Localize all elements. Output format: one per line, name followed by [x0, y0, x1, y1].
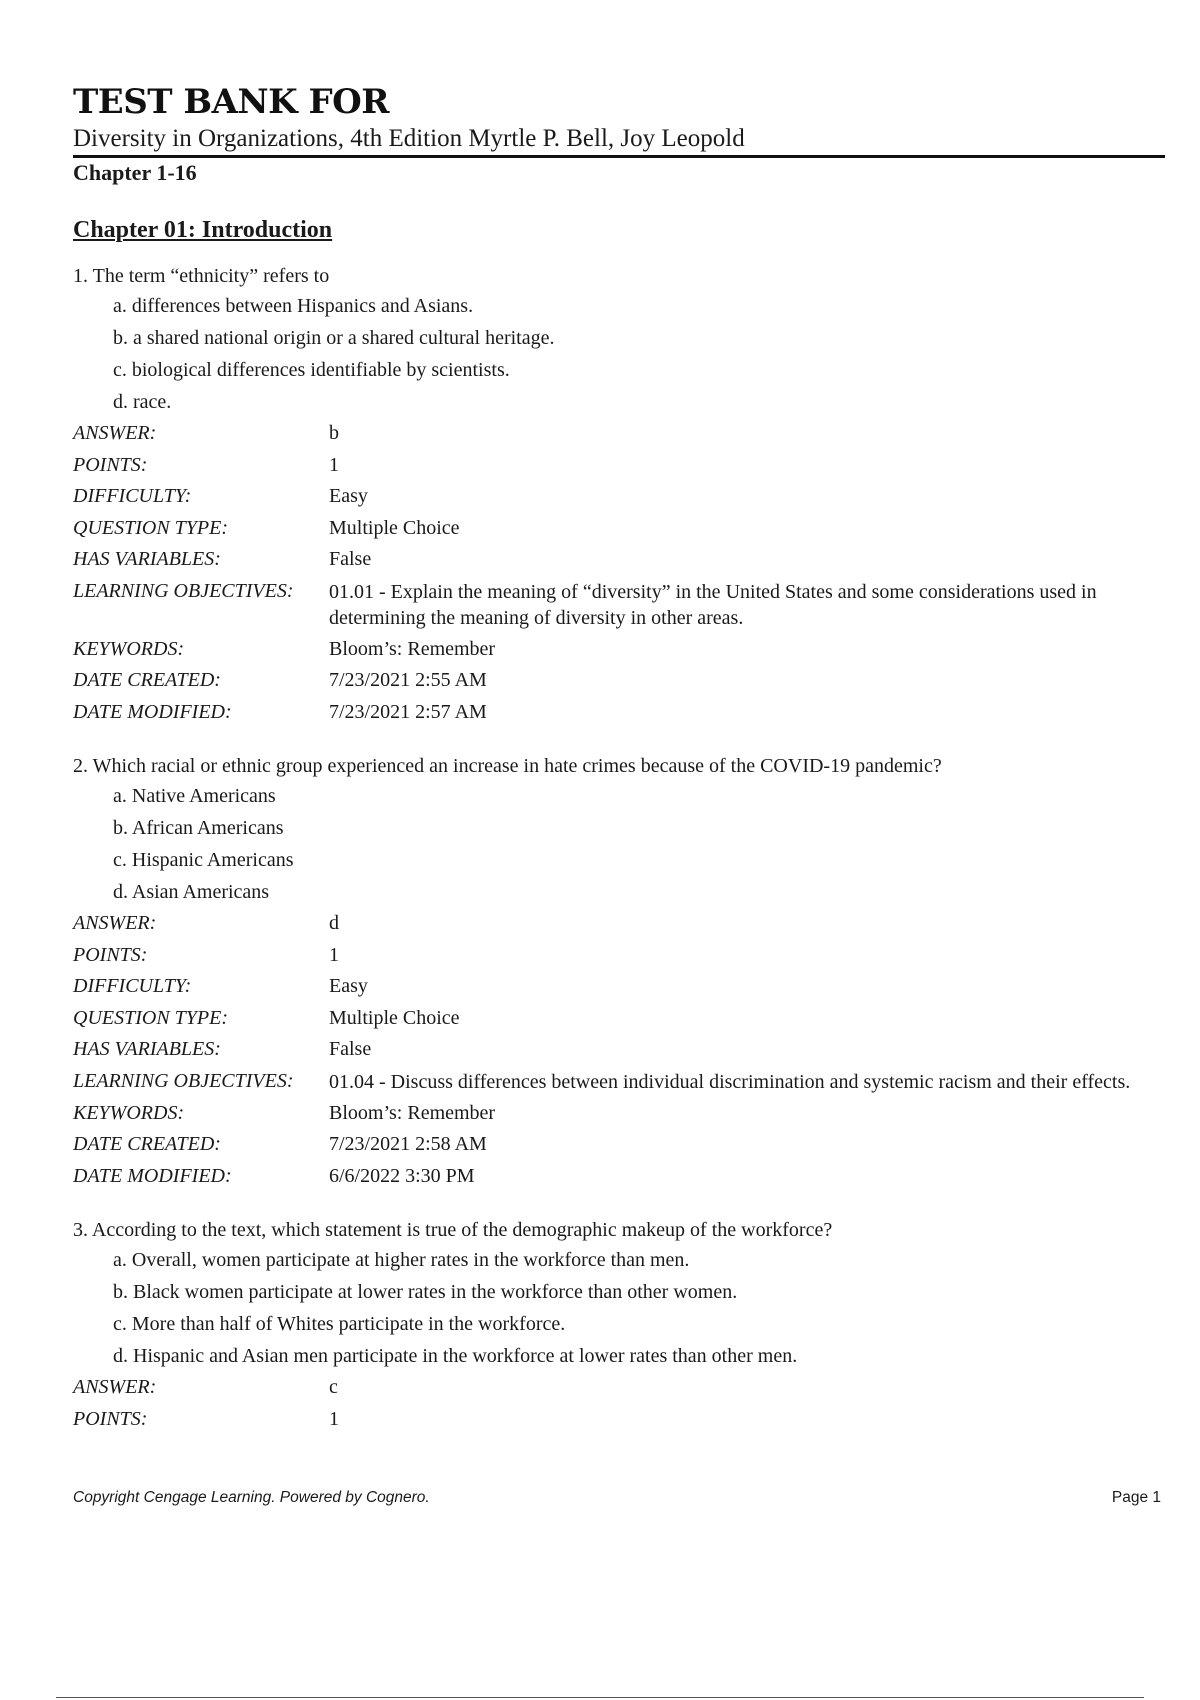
chapter-heading: Chapter 01: Introduction: [73, 217, 333, 243]
meta-row-question-type: [73, 1003, 1165, 1035]
meta-row-difficulty: [73, 971, 1165, 1003]
copyright-notice: Copyright Cengage Learning. Powered by Cognero.: [73, 1489, 430, 1506]
question-metadata: [73, 418, 1165, 728]
question-type-label: QUESTION TYPE:: [73, 1006, 229, 1029]
meta-row-difficulty: [73, 481, 1165, 513]
points-label: POINTS:: [73, 943, 148, 966]
question-metadata: [73, 1372, 1165, 1435]
has-variables-value: False: [329, 548, 372, 570]
meta-row-keywords: [73, 634, 1165, 666]
document-page: [73, 82, 1165, 1459]
option-a: a. Native Americans: [113, 785, 276, 807]
meta-row-answer: [73, 908, 1165, 940]
answer-value: d: [329, 912, 339, 934]
option-d: d. race.: [113, 391, 172, 413]
option-d: d. Asian Americans: [113, 881, 270, 903]
question-metadata: [73, 908, 1165, 1192]
question-2: [73, 752, 1165, 1192]
keywords-label: KEYWORDS:: [73, 637, 185, 660]
answer-value: c: [329, 1376, 338, 1398]
answer-label: ANSWER:: [73, 422, 157, 444]
doc-subtitle: Diversity in Organizations, 4th Edition Myrtle P. Bell, Joy Leopold: [73, 125, 745, 152]
date-created-label: DATE CREATED:: [73, 1133, 221, 1155]
question-type-value: Multiple Choice: [329, 1006, 460, 1029]
answer-label: ANSWER:: [73, 912, 157, 934]
question-stem: 2. Which racial or ethnic group experienced an increase in hate crimes because of the COVID-19 pandemic?: [73, 755, 942, 777]
option-c: c. More than half of Whites participate in the workforce.: [113, 1313, 566, 1335]
meta-row-date-modified: [73, 697, 1165, 729]
difficulty-value: Easy: [329, 485, 368, 507]
question-1: [73, 262, 1165, 728]
question-3: [73, 1216, 1165, 1435]
question-stem: 3. According to the text, which statement is true of the demographic makeup of the workforce?: [73, 1219, 833, 1241]
meta-row-question-type: [73, 513, 1165, 545]
keywords-value: Bloom’s: Remember: [329, 1101, 496, 1124]
answer-options: [73, 290, 1165, 418]
option-a: a. differences between Hispanics and Asians.: [113, 295, 474, 317]
option-a: a. Overall, women participate at higher rates in the workforce than men.: [113, 1249, 690, 1271]
answer-options: [73, 1244, 1165, 1372]
date-modified-label: DATE MODIFIED:: [73, 700, 232, 723]
option-c: c. Hispanic Americans: [113, 849, 294, 871]
page-footer: [73, 1489, 1161, 1507]
meta-row-has-variables: [73, 1034, 1165, 1066]
keywords-value: Bloom’s: Remember: [329, 637, 496, 660]
points-value: 1: [329, 943, 339, 966]
page-bottom-divider: [56, 1697, 1144, 1698]
points-value: 1: [329, 453, 339, 476]
has-variables-label: HAS VARIABLES:: [73, 548, 221, 570]
date-modified-value: 7/23/2021 2:57 AM: [329, 700, 487, 723]
learning-objectives-value: 01.04 - Discuss differences between individual discrimination and systemic racism and their effects.: [329, 1070, 1131, 1093]
meta-row-date-created: [73, 665, 1165, 697]
date-modified-value: 6/6/2022 3:30 PM: [329, 1164, 475, 1187]
meta-row-points: [73, 450, 1165, 482]
page-number: Page 1: [1111, 1489, 1161, 1506]
difficulty-value: Easy: [329, 975, 368, 997]
learning-objectives-value: 01.01 - Explain the meaning of “diversity” in the United States and some considerations used in determining the meaning of diversity in other areas.: [329, 580, 1097, 629]
points-label: POINTS:: [73, 453, 148, 476]
has-variables-label: HAS VARIABLES:: [73, 1038, 221, 1060]
meta-row-has-variables: [73, 544, 1165, 576]
meta-row-answer: [73, 1372, 1165, 1404]
doc-title: TEST BANK FOR: [73, 82, 390, 122]
option-b: b. Black women participate at lower rates in the workforce than other women.: [113, 1281, 738, 1303]
meta-row-learning-objectives: [73, 576, 1165, 634]
answer-value: b: [329, 422, 339, 444]
keywords-label: KEYWORDS:: [73, 1101, 185, 1124]
title-divider: [73, 155, 1165, 158]
points-value: 1: [329, 1407, 339, 1430]
chapter-range: Chapter 1-16: [73, 160, 197, 185]
option-d: d. Hispanic and Asian men participate in the workforce at lower rates than other men.: [113, 1345, 798, 1367]
meta-row-points: [73, 1404, 1165, 1436]
date-created-value: 7/23/2021 2:58 AM: [329, 1133, 487, 1155]
option-c: c. biological differences identifiable by scientists.: [113, 359, 510, 381]
learning-objectives-label: LEARNING OBJECTIVES:: [73, 579, 294, 602]
option-b: b. African Americans: [113, 817, 284, 839]
answer-label: ANSWER:: [73, 1376, 157, 1398]
meta-row-date-created: [73, 1129, 1165, 1161]
date-created-value: 7/23/2021 2:55 AM: [329, 669, 487, 691]
meta-row-date-modified: [73, 1161, 1165, 1193]
meta-row-keywords: [73, 1098, 1165, 1130]
meta-row-learning-objectives: [73, 1066, 1165, 1098]
meta-row-points: [73, 940, 1165, 972]
question-stem: 1. The term “ethnicity” refers to: [73, 265, 330, 287]
learning-objectives-label: LEARNING OBJECTIVES:: [73, 1069, 294, 1092]
meta-row-answer: [73, 418, 1165, 450]
date-modified-label: DATE MODIFIED:: [73, 1164, 232, 1187]
question-type-value: Multiple Choice: [329, 516, 460, 539]
date-created-label: DATE CREATED:: [73, 669, 221, 691]
question-type-label: QUESTION TYPE:: [73, 516, 229, 539]
has-variables-value: False: [329, 1038, 372, 1060]
option-b: b. a shared national origin or a shared cultural heritage.: [113, 327, 555, 349]
difficulty-label: DIFFICULTY:: [73, 975, 192, 997]
points-label: POINTS:: [73, 1407, 148, 1430]
answer-options: [73, 780, 1165, 908]
difficulty-label: DIFFICULTY:: [73, 485, 192, 507]
